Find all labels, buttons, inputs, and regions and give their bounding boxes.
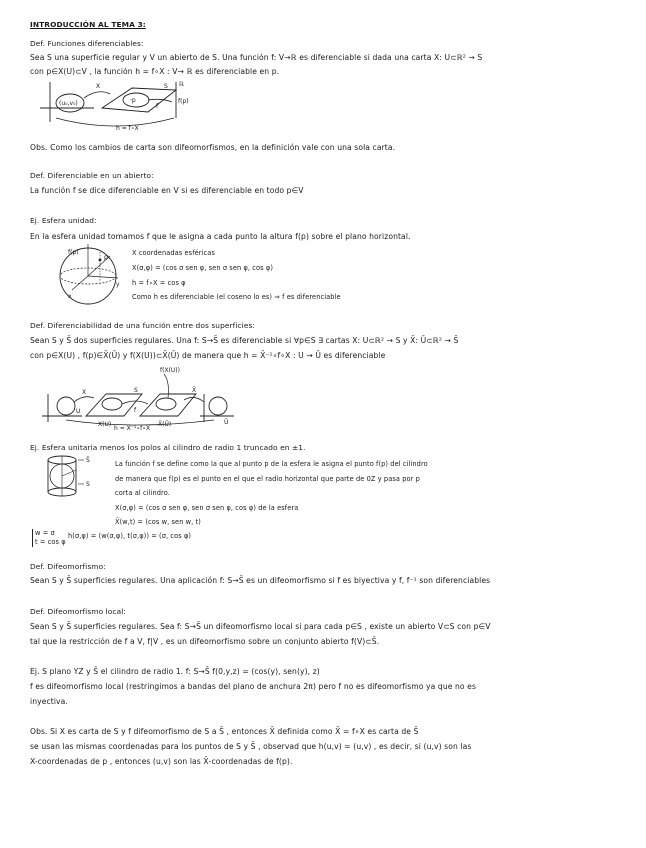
def-superficies-line-2: con p∈X(U) , f(p)∈X̄(Ū) y f(X(U))⊂X̄(Ū) de manera que h = X̄⁻¹∘f∘X : U → Ū es diferenciable — [30, 351, 386, 360]
def-funciones-line-2: con p∈X(U)⊂V , la función h = f∘X : V→ ℝ es diferenciable en p. — [30, 67, 280, 76]
ej-plano-cilindro-line-2: f es difeomorfismo local (restringimos a bandas del plano de anchura 2π) pero f no es difeomorfismo ya que no es — [30, 682, 477, 691]
ej-plano-cilindro-line-3: inyectiva. — [30, 697, 68, 706]
bracket-w: w = σ — [35, 529, 55, 537]
fig2-p-label: p — [104, 254, 108, 261]
ej-esfera-line-1: En la esfera unidad tomamos f que le asigna a cada punto la altura f(p) sobre el plano horizontal. — [30, 232, 411, 241]
fig1-h-label: h = f∘X — [116, 125, 139, 132]
figure-sphere — [56, 242, 126, 308]
ej-esfera-unidad-heading: Ej. Esfera unidad: — [30, 216, 97, 225]
figure-surface-map — [36, 364, 236, 430]
fig3-u-label: U — [76, 408, 81, 415]
ej-cilindro-line-3: corta al cilindro. — [115, 489, 170, 497]
fig1-r-label: ℝ — [179, 81, 184, 88]
def-diferenciable-abierto-heading: Def. Diferenciable en un abierto: — [30, 171, 154, 180]
fig3-xbu-label: X̄(Ū) — [158, 421, 172, 428]
def-difeo-local-line-2: tal que la restricción de f a V, f|V , es un difeomorfismo sobre un conjunto abierto f(V)⊂S̄. — [30, 637, 380, 646]
fig3-f-label: f — [134, 407, 137, 414]
figure-chart-diagram — [36, 78, 206, 136]
ej-esfera-cilindro-heading: Ej. Esfera unitaria menos los polos al cilindro de radio 1 truncado en ±1. — [30, 443, 306, 452]
obs-carta-line-2: se usan las mismas coordenadas para los puntos de S y S̄ , observad que h(u,v) = (u,v) , es decir, si (u,v) son las — [30, 742, 472, 751]
ej-cilindro-line-6: h(σ,φ) = (w(σ,φ), t(σ,φ)) = (σ, cos φ) — [68, 532, 192, 540]
ej-cilindro-line-2: de manera que f(p) es el punto en el que el radio horizontal que parte de 0Z y pasa por p — [115, 475, 420, 483]
ej-cilindro-bracket — [32, 529, 66, 547]
ej-esfera-item-3: h = f∘X = cos φ — [132, 279, 186, 287]
fig2-x-label: x — [68, 293, 72, 300]
fig1-f-label: f — [156, 103, 159, 110]
ej-plano-cilindro-line-1: Ej. S plano YZ y S̄ el cilindro de radio 1. f: S→S̄ f(0,y,z) = (cos(y), sen(y), z) — [30, 667, 320, 676]
def-difeomorfismo-line: Sean S y S̄ superficies regulares. Una aplicación f: S→S̄ es un difeomorfismo si f es biyectiva y f, f⁻¹ son diferenciables — [30, 576, 491, 585]
ej-esfera-item-4: Como h es diferenciable (el coseno lo es) ⇒ f es diferenciable — [132, 293, 341, 301]
def-diferenciabilidad-superficies-heading: Def. Diferenciabilidad de una función entre dos superficies: — [30, 321, 256, 330]
fig1-s-label: S — [164, 83, 168, 90]
fig3-xb-label: X̄ — [192, 387, 197, 394]
def-difeo-local-line-1: Sean S y S̄ superficies regulares. Sea f: S→S̄ un difeomorfismo local si para cada p∈S , existe un abierto V⊂S con p∈V — [30, 622, 491, 631]
def-diferenciable-abierto-line: La función f se dice diferenciable en V si es diferenciable en todo p∈V — [30, 186, 304, 195]
fig3-top-label: f(X(U)) — [160, 367, 180, 374]
def-superficies-line-1: Sean S y S̄ dos superficies regulares. Una f: S→S̄ es diferenciable si ∀p∈S ∃ cartas X: U⊂ℝ² → S y X̄: Ū⊂ℝ² → S̄ — [30, 336, 459, 345]
def-difeomorfismo-local-heading: Def. Difeomorfismo local: — [30, 607, 126, 616]
ej-cilindro-line-5: X̄(w,t) = (cos w, sen w, t) — [115, 518, 201, 526]
def-funciones-line-1: Sea S una superficie regular y V un abierto de S. Una función f: V→ℝ es diferenciable si dada una carta X: U⊂ℝ² → S — [30, 53, 483, 62]
bracket-t: t = cos φ — [35, 538, 66, 546]
ej-cilindro-line-4: X(σ,φ) = (cos σ sen φ, sen σ sen φ, cos φ) de la esfera — [115, 504, 299, 512]
ej-esfera-item-2: X(σ,φ) = (cos σ sen φ, sen σ sen φ, cos φ) — [132, 264, 274, 272]
def-difeomorfismo-heading: Def. Difeomorfismo: — [30, 562, 106, 571]
obs-carta-line-1: Obs. Si X es carta de S y f difeomorfismo de S a S̄ , entonces X̄ definida como X̄ = f∘X es carta de S̄ — [30, 727, 419, 736]
fig2-y-label: y — [116, 281, 120, 288]
fig3-x-label: X — [82, 389, 87, 396]
fig1-uv-label: (u₀,v₀) — [59, 100, 78, 107]
obs-carta-line-3: X-coordenadas de p , entonces (u,v) son las X̄-coordenadas de f(p). — [30, 757, 293, 766]
page-title: INTRODUCCIÓN AL TEMA 3: — [30, 20, 146, 29]
fig2-fp-label: f(p) — [68, 249, 79, 256]
def-funciones-diferenciables-heading: Def. Funciones diferenciables: — [30, 39, 144, 48]
fig3-xu-label: X(U) — [98, 421, 112, 428]
ej-cilindro-line-1: La función f se define como la que al punto p de la esfera le asigna el punto f(p) del cilindro — [115, 460, 428, 468]
obs-cambio-carta: Obs. Como los cambios de carta son difeomorfismos, en la definición vale con una sola carta. — [30, 143, 396, 152]
fig1-x-label: X — [96, 83, 101, 90]
fig4-s-label: S — [86, 481, 90, 488]
fig4-sb-label: S̄ — [86, 457, 90, 464]
figure-cylinder-sphere — [44, 454, 104, 500]
ej-esfera-item-1: X coordenadas esféricas — [132, 249, 215, 257]
fig3-h-label: h = X̄⁻¹∘f∘X — [114, 425, 151, 432]
fig1-fp-label: f(p) — [178, 98, 189, 105]
fig1-p-label: ·p — [130, 97, 136, 104]
fig3-ub-label: Ū — [224, 419, 229, 426]
fig3-s-label: S — [134, 387, 138, 394]
